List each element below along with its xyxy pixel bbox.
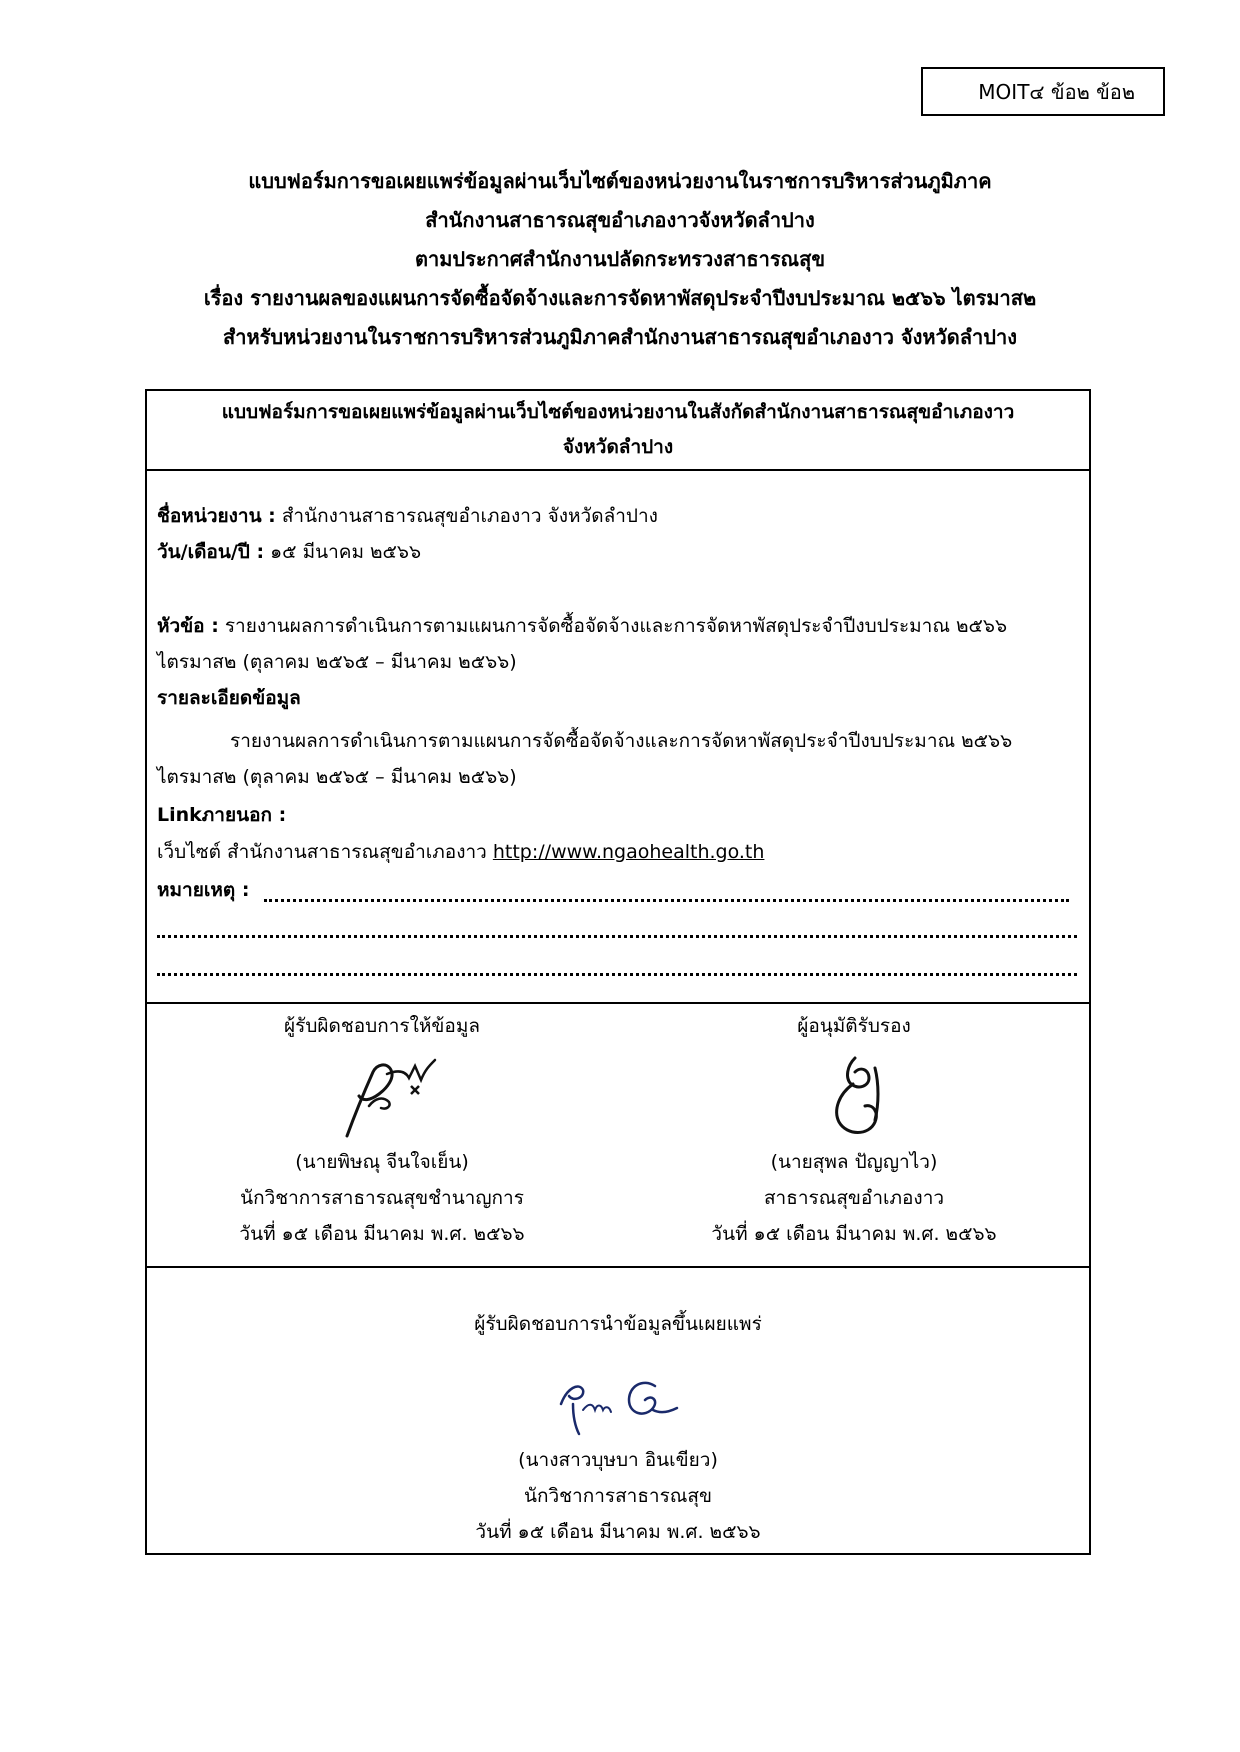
agency-row: [157, 501, 658, 531]
details-label: รายละเอียดข้อมูล: [157, 687, 301, 709]
topic-row-cont: ไตรมาส๒ (ตุลาคม ๒๕๖๕ – มีนาคม ๒๕๖๖): [157, 651, 517, 673]
publisher-name: (นางสาวบุษบา อินเขียว): [518, 1449, 718, 1471]
topic-row: [157, 611, 1007, 641]
publisher-section: [147, 1268, 1089, 1555]
heading-line-3: ตามประกาศสำนักงานปลัดกระทรวงสาธารณสุข: [414, 247, 825, 271]
date-row: [157, 537, 421, 567]
publication-form: [145, 389, 1091, 1555]
approver-name: (นายสุพล ปัญญาไว): [770, 1151, 938, 1173]
topic-value: รายงานผลการดำเนินการตามแผนการจัดซื้อจัดจ้างและการจัดหาพัสดุประจำปีงบประมาณ ๒๕๖๖: [218, 615, 1008, 637]
details-line-2: ไตรมาส๒ (ตุลาคม ๒๕๖๕ – มีนาคม ๒๕๖๖): [157, 766, 517, 788]
agency-label: ชื่อหน่วยงาน :: [157, 505, 276, 527]
remark-dotted-line-3: [157, 973, 1077, 976]
form-title-line-1: แบบฟอร์มการขอเผยแพร่ข้อมูลผ่านเว็บไซต์ของหน่วยงานในสังกัดสำนักงานสาธารณสุขอำเภองาว: [221, 401, 1015, 423]
form-title-section: [147, 391, 1089, 471]
ref-code-text: MOIT๔ ข้อ๒ ข้อ๒: [978, 79, 1135, 104]
heading-line-2: สำนักงานสาธารณสุขอำเภองาวจังหวัดลำปาง: [425, 208, 815, 232]
publisher-position: นักวิชาการสาธารณสุข: [523, 1485, 713, 1507]
date-value: ๑๕ มีนาคม ๒๕๖๖: [264, 541, 422, 563]
approver-role: ผู้อนุมัติรับรอง: [797, 1015, 911, 1037]
document-ref-code: [921, 67, 1165, 116]
provider-role: ผู้รับผิดชอบการให้ข้อมูล: [284, 1015, 480, 1037]
topic-label: หัวข้อ :: [157, 615, 219, 637]
provider-signature-image: [317, 1044, 447, 1144]
heading-line-1: แบบฟอร์มการขอเผยแพร่ข้อมูลผ่านเว็บไซต์ของหน่วยงานในราชการบริหารส่วนภูมิภาค: [248, 169, 992, 193]
publisher-role: ผู้รับผิดชอบการนำข้อมูลขึ้นเผยแพร่: [474, 1313, 762, 1335]
provider-signature-block: [147, 1008, 617, 1252]
date-label: วัน/เดือน/ปี :: [157, 541, 265, 563]
agency-value: สำนักงานสาธารณสุขอำเภองาว จังหวัดลำปาง: [275, 505, 658, 527]
approver-signature-image: [789, 1044, 919, 1144]
form-title-line-2: จังหวัดลำปาง: [562, 436, 674, 458]
remark-label: หมายเหตุ :: [157, 879, 250, 901]
approver-position: สาธารณสุขอำเภองาว: [763, 1187, 945, 1209]
publisher-signature-block: [147, 1306, 1089, 1550]
provider-name: (นายพิษณุ จีนใจเย็น): [295, 1151, 469, 1173]
form-details-section: [147, 471, 1089, 1004]
website-row: [157, 837, 764, 867]
signatures-section: [147, 1004, 1089, 1268]
approver-date: วันที่ ๑๕ เดือน มีนาคม พ.ศ. ๒๕๖๖: [711, 1223, 997, 1245]
provider-position: นักวิชาการสาธารณสุขชำนาญการ: [240, 1187, 524, 1209]
publisher-signature-image: [543, 1352, 693, 1442]
publisher-date: วันที่ ๑๕ เดือน มีนาคม พ.ศ. ๒๕๖๖: [475, 1521, 761, 1543]
website-prefix: เว็บไซต์ สำนักงานสาธารณสุขอำเภองาว: [157, 841, 493, 863]
remark-dotted-line-1: [264, 899, 1069, 902]
document-heading: [0, 162, 1240, 357]
external-link-label: Linkภายนอก :: [157, 804, 287, 826]
heading-line-5: สำหรับหน่วยงานในราชการบริหารส่วนภูมิภาคสำนักงานสาธารณสุขอำเภองาว จังหวัดลำปาง: [223, 325, 1017, 349]
remark-dotted-line-2: [157, 935, 1077, 938]
details-line-1: รายงานผลการดำเนินการตามแผนการจัดซื้อจัดจ้างและการจัดหาพัสดุประจำปีงบประมาณ ๒๕๖๖: [230, 730, 1013, 752]
approver-signature-block: [619, 1008, 1089, 1252]
heading-line-4: เรื่อง รายงานผลของแผนการจัดซื้อจัดจ้างและการจัดหาพัสดุประจำปีงบประมาณ ๒๕๖๖ ไตรมาส๒: [203, 286, 1037, 310]
provider-date: วันที่ ๑๕ เดือน มีนาคม พ.ศ. ๒๕๖๖: [239, 1223, 525, 1245]
website-link[interactable]: http://www.ngaohealth.go.th: [492, 841, 765, 863]
